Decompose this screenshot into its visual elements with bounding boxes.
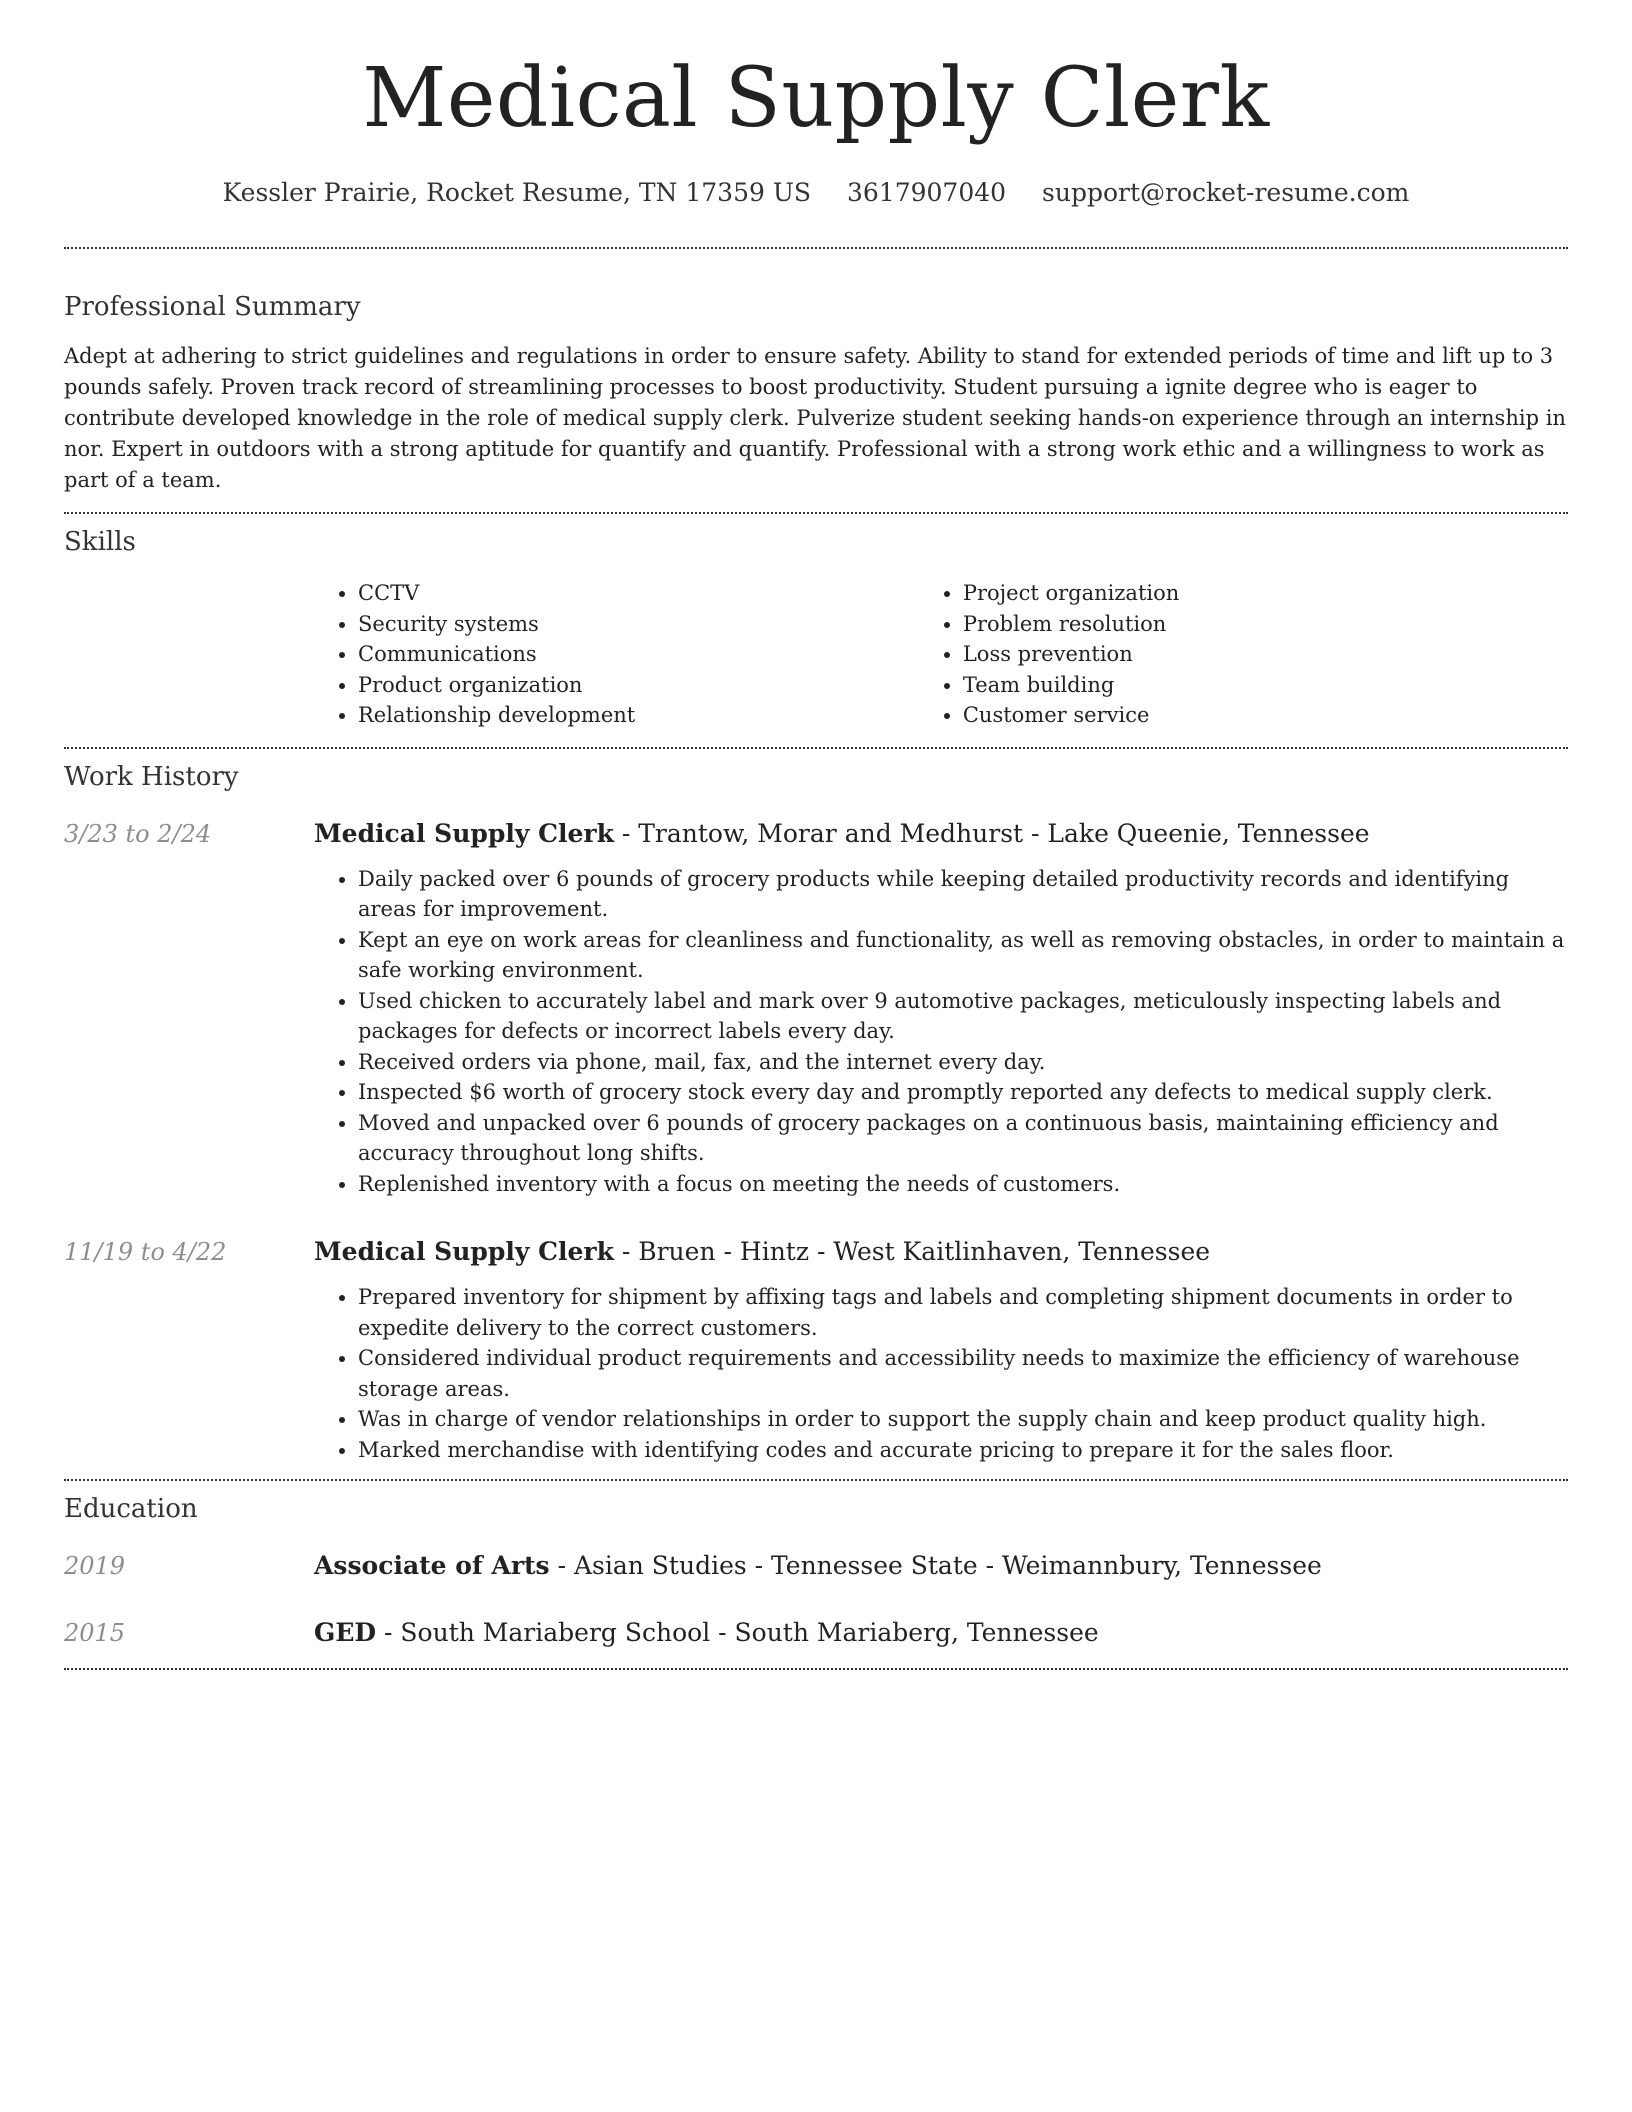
divider xyxy=(64,1668,1568,1670)
contact-phone: 3617907040 xyxy=(847,178,1007,207)
job-entry xyxy=(64,1236,1568,1465)
skills-list-right xyxy=(919,578,1568,731)
job-bullet: • Received orders via phone, mail, fax, and the internet every day. xyxy=(358,1047,1568,1078)
job-bullet: • Prepared inventory for shipment by affixing tags and labels and completing shipment documents in order to expedite delivery to the correct customers. xyxy=(358,1282,1568,1343)
contact-email: support@rocket-resume.com xyxy=(1042,178,1410,207)
job-bullets xyxy=(314,1282,1568,1465)
education-school: - Asian Studies - Tennessee State - Weimannbury, Tennessee xyxy=(549,1551,1322,1580)
education-title xyxy=(314,1550,1322,1582)
job-bullet: • Replenished inventory with a focus on meeting the needs of customers. xyxy=(358,1169,1568,1200)
job-bullet: • Inspected $6 worth of grocery stock every day and promptly reported any defects to medical supply clerk. xyxy=(358,1077,1568,1108)
job-entry xyxy=(64,818,1568,1200)
job-bullet: • Daily packed over 6 pounds of grocery products while keeping detailed productivity records and identifying areas for improvement. xyxy=(358,864,1568,925)
job-dates: 11/19 to 4/22 xyxy=(64,1238,227,1266)
skill-item: • CCTV xyxy=(358,578,919,609)
job-employer: - Bruen - Hintz - West Kaitlinhaven, Tennessee xyxy=(613,1237,1211,1266)
job-bullet: • Used chicken to accurately label and mark over 9 automotive packages, meticulously inspecting labels and packages for defects or incorrect labels every day. xyxy=(358,986,1568,1047)
education-heading: Education xyxy=(64,1494,198,1524)
job-bullet: • Marked merchandise with identifying codes and accurate pricing to prepare it for the sales floor. xyxy=(358,1435,1568,1466)
work-section xyxy=(64,760,1568,1466)
job-title xyxy=(314,1236,1568,1268)
job-details xyxy=(314,818,1568,1200)
job-role: Medical Supply Clerk xyxy=(314,818,614,848)
contact-line xyxy=(64,176,1568,210)
divider xyxy=(64,747,1568,749)
education-year: 2015 xyxy=(64,1619,126,1647)
job-role: Medical Supply Clerk xyxy=(314,1237,614,1266)
divider xyxy=(64,512,1568,514)
contact-address: Kessler Prairie, Rocket Resume, TN 17359 US xyxy=(222,178,812,207)
job-bullet: • Was in charge of vendor relationships in order to support the supply chain and keep product quality high. xyxy=(358,1404,1568,1435)
skill-item: • Product organization xyxy=(358,670,919,701)
skill-item: • Project organization xyxy=(963,578,1568,609)
skill-item: • Communications xyxy=(358,639,919,670)
job-details xyxy=(314,1236,1568,1465)
education-entry xyxy=(64,1550,1568,1582)
skills-section xyxy=(64,525,1568,731)
job-bullets xyxy=(314,864,1568,1200)
skills-list-left xyxy=(314,578,919,731)
work-heading: Work History xyxy=(64,761,239,792)
education-year: 2019 xyxy=(64,1552,126,1580)
education-title xyxy=(314,1617,1099,1649)
education-degree: GED xyxy=(314,1618,377,1647)
divider xyxy=(64,1479,1568,1481)
education-school: - South Mariaberg School - South Mariaberg, Tennessee xyxy=(376,1618,1099,1647)
job-title xyxy=(314,818,1568,850)
job-bullet: • Considered individual product requirements and accessibility needs to maximize the efficiency of warehouse storage areas. xyxy=(358,1343,1568,1404)
divider xyxy=(64,247,1568,249)
skill-item: • Security systems xyxy=(358,609,919,640)
skills-columns xyxy=(314,578,1568,731)
job-bullet: • Kept an eye on work areas for cleanliness and functionality, as well as removing obstacles, in order to maintain a safe working environment. xyxy=(358,925,1568,986)
skill-item: • Loss prevention xyxy=(963,639,1568,670)
education-section xyxy=(64,1492,1568,1649)
skill-item: • Customer service xyxy=(963,700,1568,731)
education-degree: Associate of Arts xyxy=(314,1551,550,1580)
summary-text: Adept at adhering to strict guidelines and regulations in order to ensure safety. Ability to stand for extended periods of time and lift up to 3 pounds safely. Proven track record of streamlining processes to boost productivity. Student pursuing a ignite degree who is eager to contribute developed knowledge in the role of medical supply clerk. Pulverize student seeking hands-on experience through an internship in nor. Expert in outdoors with a strong aptitude for quantify and quantify. Professional with a strong work ethic and a willingness to work as part of a team. xyxy=(64,344,1566,492)
skill-item: • Problem resolution xyxy=(963,609,1568,640)
candidate-name: Medical Supply Clerk xyxy=(362,51,1270,146)
job-bullet: • Moved and unpacked over 6 pounds of grocery packages on a continuous basis, maintaining efficiency and accuracy throughout long shifts. xyxy=(358,1108,1568,1169)
skill-item: • Relationship development xyxy=(358,700,919,731)
skill-item: • Team building xyxy=(963,670,1568,701)
summary-heading: Professional Summary xyxy=(64,292,361,322)
summary-section xyxy=(64,290,1568,496)
education-entry xyxy=(64,1617,1568,1649)
job-dates: 3/23 to 2/24 xyxy=(64,819,212,848)
skills-heading: Skills xyxy=(64,527,136,557)
job-employer: - Trantow, Morar and Medhurst - Lake Queenie, Tennessee xyxy=(613,818,1370,848)
